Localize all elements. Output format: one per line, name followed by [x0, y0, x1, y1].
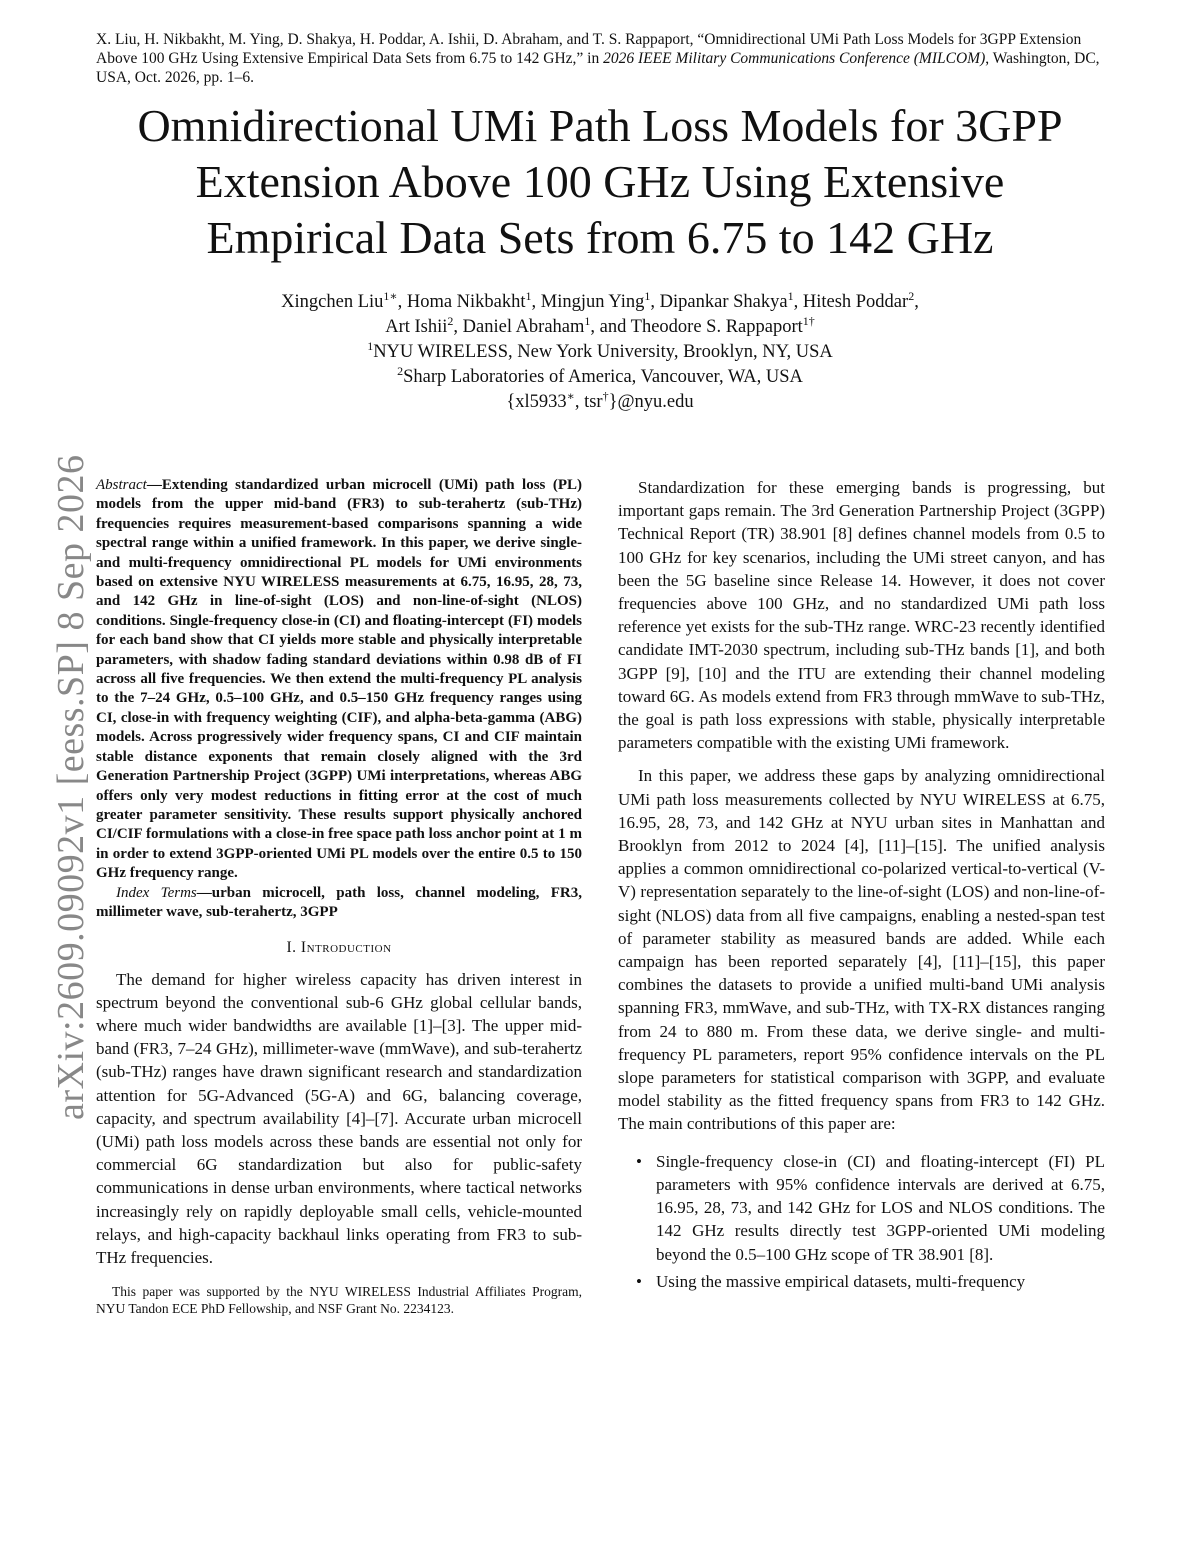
abstract-label: Abstract	[96, 477, 147, 493]
body-paragraph: The demand for higher wireless capacity has driven interest in spectrum beyond the conventional sub-6 GHz global cellular bands, where much wider bandwidths are available [1]–[3]. The upper mid-band (FR3, 7–24 GHz), millimeter-wave (mmWave), and sub-terahertz (sub-THz) ranges have drawn significant research and standardization attention for 5G-Advanced (5G-A) and 6G, balancing coverage, capacity, and spectrum availability [4]–[7]. Accurate urban microcell (UMi) path loss models across these bands are essential not only for commercial 6G standardization but also for public-safety communications in dense urban environments, where tactical networks increasingly rely on rapidly deployable small cells, vehicle-mounted relays, and high-capacity backhaul links operating from FR3 to sub-THz frequencies.	[96, 969, 582, 1267]
author-name: Xingchen Liu	[281, 292, 384, 312]
citation-suffix: , Washington, DC, USA, Oct. 2026, pp. 1–6.	[96, 50, 1100, 86]
affiliation-sup: 2	[397, 363, 404, 378]
email-line	[60, 390, 1140, 415]
index-terms	[96, 884, 582, 923]
author-line-1	[60, 290, 1140, 315]
title-line-3: Empirical Data Sets from 6.75 to 142 GHz	[206, 212, 994, 263]
title-line-2: Extension Above 100 GHz Using Extensive	[195, 156, 1005, 207]
author-block	[60, 290, 1140, 415]
author-separator: ,	[914, 292, 919, 312]
author-name: , Homa Nikbakht	[397, 292, 526, 312]
citation-venue: 2026 IEEE Military Communications Conference (MILCOM)	[603, 50, 986, 67]
email-sup: †	[602, 388, 609, 403]
email-sup: ∗	[566, 388, 575, 403]
author-sup: 1∗	[383, 288, 398, 303]
author-sup: 2	[447, 313, 454, 328]
title-line-1: Omnidirectional UMi Path Loss Models for 3GPP	[137, 100, 1063, 151]
email-part: {xl5933	[506, 392, 567, 412]
index-terms-label: Index Terms	[116, 884, 197, 901]
right-column	[618, 476, 1105, 1297]
list-item-text: Single-frequency close-in (CI) and floating-intercept (FI) PL parameters with 95% confidence intervals are derived at 6.75, 16.95, 28, 73, and 142 GHz for LOS and NLOS conditions. The 142 GHz results directly test 3GPP-oriented UMi modeling beyond the 0.5–100 GHz scope of TR 38.901 [8].	[656, 1151, 1105, 1264]
author-sup: 1	[644, 288, 651, 303]
abstract-text: —Extending standardized urban microcell (UMi) path loss (PL) models from the upper mid-band (FR3) to sub-terahertz (sub-THz) frequencies requires measurement-based comparisons spanning a wide spectral range within a unified framework. In this paper, we derive single- and multi-frequency omnidirectional PL models for UMi environments based on extensive NYU WIRELESS measurements at 6.75, 16.95, 28, 73, and 142 GHz in line-of-sight (LOS) and non-line-of-sight (NLOS) conditions. Single-frequency close-in (CI) and floating-intercept (FI) models for each band show that CI yields more stable and physically interpretable parameters, with shadow fading standard deviations within 0.98 dB of FI across all five frequencies. We then extend the multi-frequency PL analysis to the 7–24 GHz, 0.5–100 GHz, and 0.5–150 GHz frequency ranges using CI, close-in with frequency weighting (CIF), and alpha-beta-gamma (ABG) models. Across progressively wider frequency spans, CI and CIF maintain stable distance exponents that remain closely aligned with the 3rd Generation Partnership Project (3GPP) UMi interpretations, whereas ABG offers only very modest reductions in fitting error at the cost of much greater parameter sensitivity. These results support physically anchored CI/CIF formulations with a close-in free space path loss anchor point at 1 m in order to extend 3GPP-oriented UMi PL models over the entire 0.5 to 150 GHz frequency range.	[96, 477, 582, 882]
section-number: I.	[286, 939, 301, 957]
list-item	[618, 1150, 1105, 1266]
author-name: , Dipankar Shakya	[650, 292, 788, 312]
affiliation-2	[60, 365, 1140, 390]
affiliation-sup: 1	[367, 338, 374, 353]
section-heading	[96, 936, 582, 959]
bullet-marker: •	[636, 1151, 642, 1171]
citation-prefix: X. Liu, H. Nikbakht, M. Ying, D. Shakya, H. Poddar, A. Ishii, D. Abraham, and T. S. Rappaport, “Omnidirectional UMi Path Loss Models for 3GPP Extension Above 100 GHz Using Extensive Empirical Data Sets from 6.75 to 142 GHz,” in	[96, 31, 1082, 67]
author-name: , and Theodore S. Rappaport	[590, 317, 803, 337]
abstract	[96, 476, 582, 884]
index-terms-text: —urban microcell, path loss, channel modeling, FR3, millimeter wave, sub-terahertz, 3GPP	[96, 884, 582, 920]
email-part: , tsr	[574, 392, 603, 412]
email-part: }@nyu.edu	[608, 392, 694, 412]
author-sup: 1	[787, 288, 794, 303]
funding-footnote: This paper was supported by the NYU WIRELESS Industrial Affiliates Program, NYU Tandon ECE PhD Fellowship, and NSF Grant No. 2234123.	[96, 1284, 582, 1317]
bullet-marker: •	[636, 1271, 642, 1291]
left-column	[96, 476, 582, 1317]
author-line-2	[60, 315, 1140, 340]
list-item-text: Using the massive empirical datasets, multi-frequency	[656, 1271, 1026, 1291]
author-name: Art Ishii	[385, 317, 448, 337]
list-item	[618, 1270, 1105, 1293]
paper-title	[60, 98, 1140, 266]
author-name: , Hitesh Poddar	[793, 292, 909, 312]
body-paragraph: In this paper, we address these gaps by analyzing omnidirectional UMi path loss measurements collected by NYU WIRELESS at 6.75, 16.95, 28, 73, and 142 GHz at NYU urban sites in Manhattan and Brooklyn from 2012 to 2024 [4], [11]–[15]. The unified analysis applies a common omnidirectional co-polarized vertical-to-vertical (V-V) representation separately to the line-of-sight (LOS) and non-line-of-sight (NLOS) data from all five campaigns, enabling a nested-span test of parameter stability as measured bands are added. While each campaign has been reported separately [4], [11]–[15], this paper combines the datasets to provide a unified multi-band UMi analysis spanning FR3, mmWave, and sub-THz, with TX-RX distances ranging from 24 to 880 m. From these data, we derive single- and multi-frequency PL parameters, report 95% confidence intervals on the PL slope parameters for statistical comparison with 3GPP, and evaluate model stability as the fitted frequency spans from FR3 to 142 GHz. The main contributions of this paper are:	[618, 766, 1105, 1134]
author-name: , Daniel Abraham	[453, 317, 585, 337]
affiliation-1	[60, 340, 1140, 365]
affiliation-text: NYU WIRELESS, New York University, Brooklyn, NY, USA	[373, 342, 833, 362]
author-sup: 1†	[802, 313, 815, 328]
affiliation-text: Sharp Laboratories of America, Vancouver, WA, USA	[403, 367, 803, 387]
section-title: Introduction	[300, 939, 392, 957]
author-sup: 1	[584, 313, 591, 328]
citation-header	[96, 30, 1108, 87]
author-sup: 1	[525, 288, 532, 303]
author-sup: 2	[908, 288, 915, 303]
contributions-list	[618, 1150, 1105, 1293]
body-paragraph: Standardization for these emerging bands is progressing, but important gaps remain. The 3rd Generation Partnership Project (3GPP) Technical Report (TR) 38.901 [8] defines channel models from 0.5 to 100 GHz for key scenarios, including the UMi street canyon, and has been the 5G baseline since Release 14. However, it does not cover frequencies above 100 GHz, and no standardized UMi path loss reference yet exists for the sub-THz range. WRC-23 recently identified candidate IMT-2030 spectrum, including sub-THz bands [1], and both 3GPP [9], [10] and the ITU are extending their channel modeling toward 6G. As models extend from FR3 through mmWave to sub-THz, the goal is path loss expressions with stable, physically interpretable parameters compatible with the existing UMi framework.	[618, 478, 1105, 753]
author-name: , Mingjun Ying	[531, 292, 645, 312]
arxiv-sidebar-stamp: arXiv:2609.09092v1 [eess.SP] 8 Sep 2026	[50, 454, 92, 1120]
